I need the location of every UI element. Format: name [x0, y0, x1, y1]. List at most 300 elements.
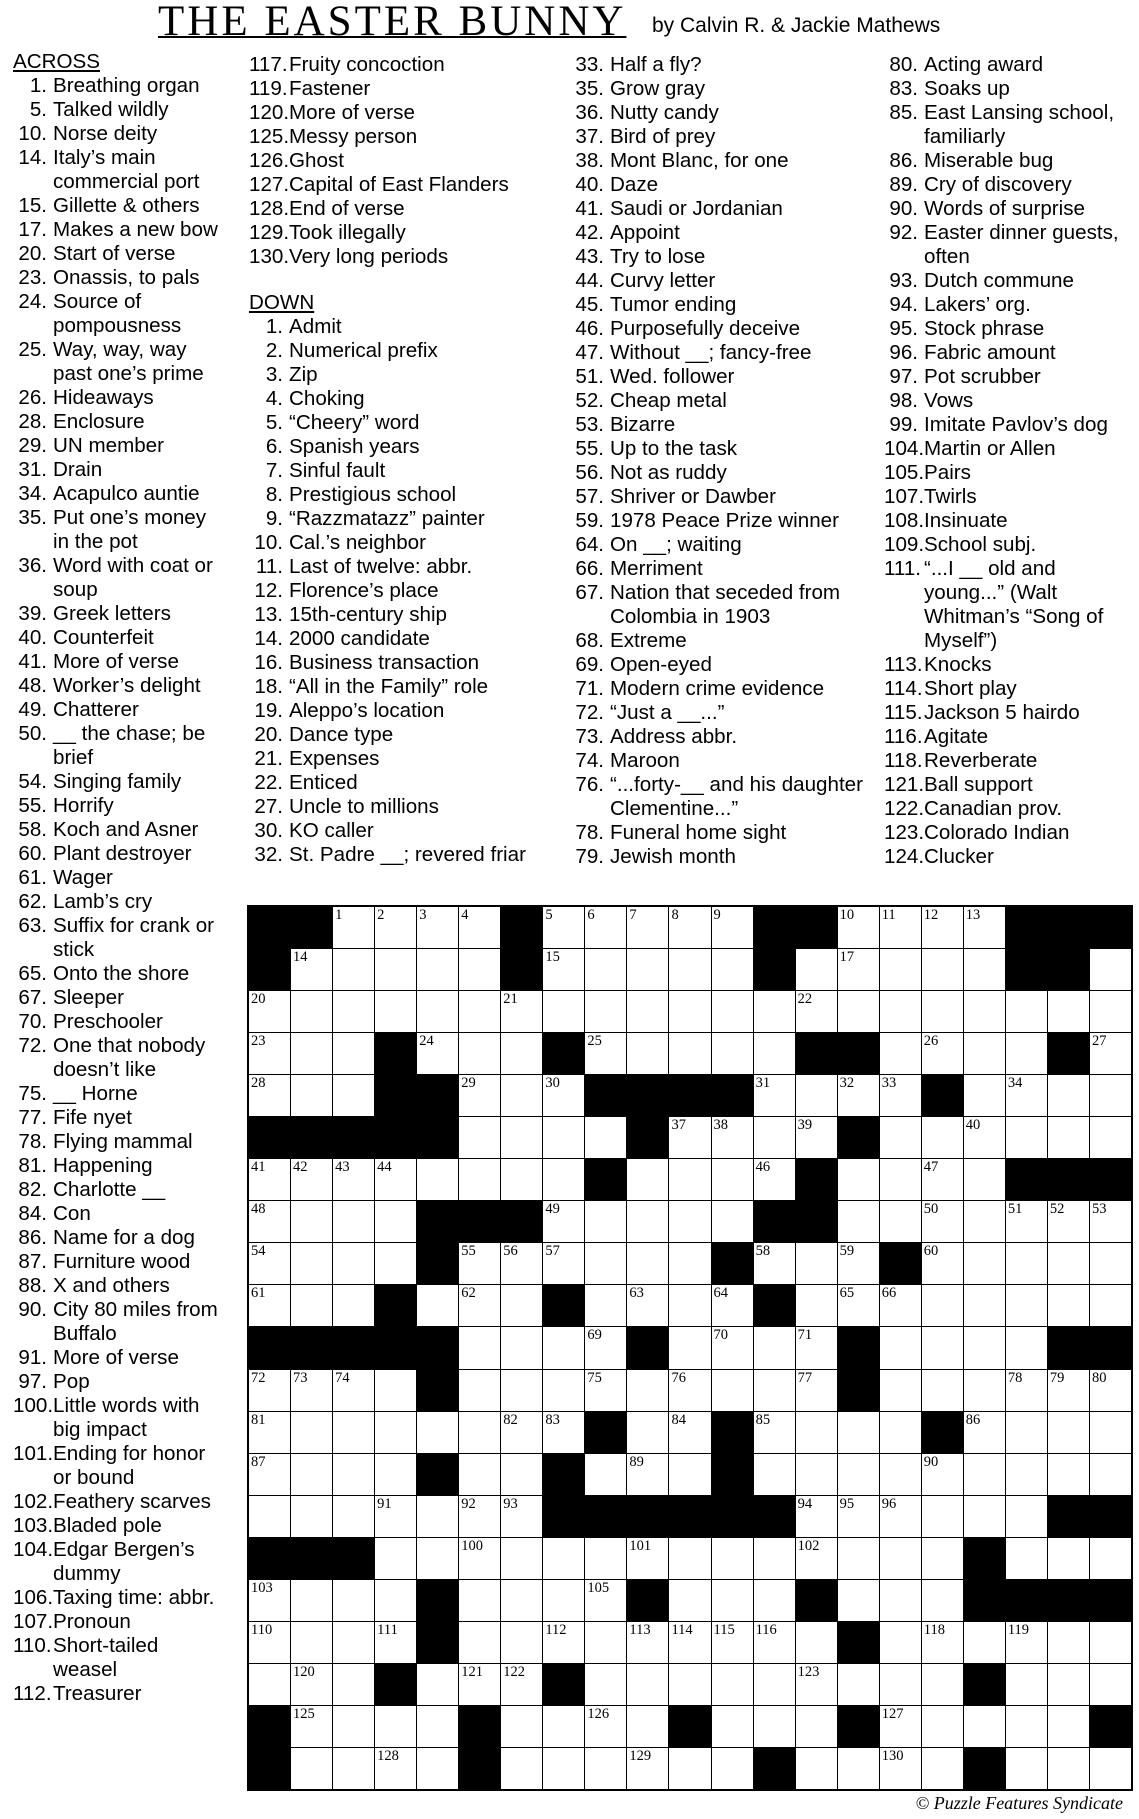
grid-cell[interactable]	[417, 1496, 458, 1537]
grid-cell[interactable]	[627, 991, 668, 1032]
grid-cell[interactable]	[712, 1033, 753, 1074]
grid-cell[interactable]	[417, 1033, 458, 1074]
grid-cell[interactable]	[712, 1664, 753, 1705]
grid-cell[interactable]	[501, 1706, 542, 1747]
grid-cell[interactable]	[880, 1496, 921, 1537]
grid-cell[interactable]	[627, 1748, 668, 1789]
grid-cell[interactable]	[1090, 1664, 1131, 1705]
grid-cell[interactable]	[922, 1664, 963, 1705]
grid-cell[interactable]	[249, 1243, 290, 1284]
grid-cell[interactable]	[1090, 991, 1131, 1032]
grid-cell[interactable]	[543, 1580, 584, 1621]
grid-cell[interactable]	[754, 1075, 795, 1116]
grid-cell[interactable]	[796, 1412, 837, 1453]
grid-cell[interactable]	[333, 1496, 374, 1537]
grid-cell[interactable]	[922, 1327, 963, 1368]
grid-cell[interactable]	[922, 1201, 963, 1242]
grid-cell[interactable]	[249, 1412, 290, 1453]
grid-cell[interactable]	[922, 1748, 963, 1789]
grid-cell[interactable]	[501, 1664, 542, 1705]
grid-cell[interactable]	[543, 1370, 584, 1411]
grid-cell[interactable]	[712, 1370, 753, 1411]
grid-cell[interactable]	[1006, 1370, 1047, 1411]
grid-cell[interactable]	[1006, 1748, 1047, 1789]
grid-cell[interactable]	[922, 1370, 963, 1411]
grid-cell[interactable]	[1090, 1243, 1131, 1284]
grid-cell[interactable]	[333, 1706, 374, 1747]
grid-cell[interactable]	[880, 1580, 921, 1621]
grid-cell[interactable]	[501, 1412, 542, 1453]
grid-cell[interactable]	[543, 991, 584, 1032]
grid-cell[interactable]	[880, 991, 921, 1032]
grid-cell[interactable]	[291, 1664, 332, 1705]
grid-cell[interactable]	[585, 907, 626, 948]
grid-cell[interactable]	[754, 1580, 795, 1621]
grid-cell[interactable]	[964, 907, 1005, 948]
grid-cell[interactable]	[375, 1454, 416, 1495]
grid-cell[interactable]	[964, 1075, 1005, 1116]
grid-cell[interactable]	[501, 1454, 542, 1495]
grid-cell[interactable]	[627, 1538, 668, 1579]
grid-cell[interactable]	[880, 1201, 921, 1242]
grid-cell[interactable]	[754, 1327, 795, 1368]
grid-cell[interactable]	[922, 1285, 963, 1326]
grid-cell[interactable]	[375, 1412, 416, 1453]
grid-cell[interactable]	[796, 949, 837, 990]
grid-cell[interactable]	[585, 1243, 626, 1284]
grid-cell[interactable]	[1048, 1370, 1089, 1411]
grid-cell[interactable]	[838, 1075, 879, 1116]
grid-cell[interactable]	[796, 1748, 837, 1789]
grid-cell[interactable]	[459, 1033, 500, 1074]
grid-cell[interactable]	[669, 1412, 710, 1453]
grid-cell[interactable]	[1048, 1075, 1089, 1116]
grid-cell[interactable]	[333, 1159, 374, 1200]
grid-cell[interactable]	[417, 1664, 458, 1705]
grid-cell[interactable]	[249, 1664, 290, 1705]
grid-cell[interactable]	[501, 991, 542, 1032]
grid-cell[interactable]	[333, 1243, 374, 1284]
grid-cell[interactable]	[585, 1748, 626, 1789]
grid-cell[interactable]	[333, 1201, 374, 1242]
grid-cell[interactable]	[922, 1580, 963, 1621]
grid-cell[interactable]	[291, 1159, 332, 1200]
grid-cell[interactable]	[1090, 949, 1131, 990]
grid-cell[interactable]	[922, 991, 963, 1032]
grid-cell[interactable]	[333, 1370, 374, 1411]
grid-cell[interactable]	[1048, 1706, 1089, 1747]
grid-cell[interactable]	[375, 1201, 416, 1242]
grid-cell[interactable]	[627, 1201, 668, 1242]
grid-cell[interactable]	[543, 1243, 584, 1284]
grid-cell[interactable]	[459, 1327, 500, 1368]
grid-cell[interactable]	[669, 1243, 710, 1284]
grid-cell[interactable]	[417, 907, 458, 948]
grid-cell[interactable]	[375, 949, 416, 990]
grid-cell[interactable]	[459, 1622, 500, 1663]
grid-cell[interactable]	[501, 1159, 542, 1200]
grid-cell[interactable]	[249, 1159, 290, 1200]
grid-cell[interactable]	[333, 991, 374, 1032]
grid-cell[interactable]	[754, 1622, 795, 1663]
grid-cell[interactable]	[1006, 1454, 1047, 1495]
grid-cell[interactable]	[712, 1201, 753, 1242]
grid-cell[interactable]	[669, 1538, 710, 1579]
grid-cell[interactable]	[754, 1370, 795, 1411]
grid-cell[interactable]	[964, 1706, 1005, 1747]
grid-cell[interactable]	[669, 907, 710, 948]
grid-cell[interactable]	[964, 1454, 1005, 1495]
grid-cell[interactable]	[585, 1706, 626, 1747]
grid-cell[interactable]	[796, 1454, 837, 1495]
grid-cell[interactable]	[964, 1622, 1005, 1663]
grid-cell[interactable]	[459, 1285, 500, 1326]
grid-cell[interactable]	[333, 949, 374, 990]
grid-cell[interactable]	[585, 1327, 626, 1368]
grid-cell[interactable]	[712, 1117, 753, 1158]
grid-cell[interactable]	[796, 1706, 837, 1747]
grid-cell[interactable]	[796, 991, 837, 1032]
grid-cell[interactable]	[585, 1454, 626, 1495]
grid-cell[interactable]	[922, 907, 963, 948]
grid-cell[interactable]	[1048, 1538, 1089, 1579]
grid-cell[interactable]	[417, 1159, 458, 1200]
grid-cell[interactable]	[880, 1706, 921, 1747]
grid-cell[interactable]	[585, 991, 626, 1032]
grid-cell[interactable]	[291, 1454, 332, 1495]
grid-cell[interactable]	[1048, 1664, 1089, 1705]
grid-cell[interactable]	[880, 1622, 921, 1663]
grid-cell[interactable]	[712, 1580, 753, 1621]
grid-cell[interactable]	[333, 1285, 374, 1326]
grid-cell[interactable]	[585, 1201, 626, 1242]
grid-cell[interactable]	[964, 1412, 1005, 1453]
grid-cell[interactable]	[1048, 1622, 1089, 1663]
grid-cell[interactable]	[291, 1412, 332, 1453]
grid-cell[interactable]	[543, 1327, 584, 1368]
grid-cell[interactable]	[459, 991, 500, 1032]
grid-cell[interactable]	[627, 1159, 668, 1200]
grid-cell[interactable]	[291, 1580, 332, 1621]
grid-cell[interactable]	[1048, 1454, 1089, 1495]
grid-cell[interactable]	[501, 1285, 542, 1326]
grid-cell[interactable]	[543, 1159, 584, 1200]
grid-cell[interactable]	[669, 1454, 710, 1495]
grid-cell[interactable]	[459, 1580, 500, 1621]
grid-cell[interactable]	[501, 1580, 542, 1621]
grid-cell[interactable]	[291, 1706, 332, 1747]
grid-cell[interactable]	[459, 907, 500, 948]
grid-cell[interactable]	[880, 1159, 921, 1200]
grid-cell[interactable]	[964, 1033, 1005, 1074]
grid-cell[interactable]	[880, 1370, 921, 1411]
grid-cell[interactable]	[796, 1075, 837, 1116]
grid-cell[interactable]	[1006, 1033, 1047, 1074]
grid-cell[interactable]	[796, 1327, 837, 1368]
grid-cell[interactable]	[501, 1075, 542, 1116]
grid-cell[interactable]	[838, 1159, 879, 1200]
grid-cell[interactable]	[375, 1370, 416, 1411]
grid-cell[interactable]	[712, 1285, 753, 1326]
grid-cell[interactable]	[964, 949, 1005, 990]
grid-cell[interactable]	[501, 1033, 542, 1074]
grid-cell[interactable]	[1006, 1117, 1047, 1158]
grid-cell[interactable]	[417, 949, 458, 990]
grid-cell[interactable]	[880, 949, 921, 990]
grid-cell[interactable]	[543, 1412, 584, 1453]
grid-cell[interactable]	[249, 1033, 290, 1074]
grid-cell[interactable]	[796, 1538, 837, 1579]
grid-cell[interactable]	[333, 1664, 374, 1705]
grid-cell[interactable]	[712, 1327, 753, 1368]
grid-cell[interactable]	[922, 1496, 963, 1537]
grid-cell[interactable]	[712, 1159, 753, 1200]
grid-cell[interactable]	[754, 1117, 795, 1158]
grid-cell[interactable]	[249, 1580, 290, 1621]
grid-cell[interactable]	[669, 949, 710, 990]
grid-cell[interactable]	[669, 1159, 710, 1200]
grid-cell[interactable]	[627, 1285, 668, 1326]
grid-cell[interactable]	[838, 1285, 879, 1326]
grid-cell[interactable]	[754, 1243, 795, 1284]
grid-cell[interactable]	[375, 1706, 416, 1747]
grid-cell[interactable]	[417, 991, 458, 1032]
grid-cell[interactable]	[712, 1538, 753, 1579]
grid-cell[interactable]	[1006, 1538, 1047, 1579]
grid-cell[interactable]	[501, 1370, 542, 1411]
grid-cell[interactable]	[669, 1580, 710, 1621]
grid-cell[interactable]	[291, 1370, 332, 1411]
grid-cell[interactable]	[1090, 1075, 1131, 1116]
grid-cell[interactable]	[1006, 1075, 1047, 1116]
grid-cell[interactable]	[838, 991, 879, 1032]
grid-cell[interactable]	[1048, 1117, 1089, 1158]
grid-cell[interactable]	[333, 1622, 374, 1663]
grid-cell[interactable]	[712, 1748, 753, 1789]
grid-cell[interactable]	[249, 1496, 290, 1537]
grid-cell[interactable]	[291, 1033, 332, 1074]
grid-cell[interactable]	[249, 1370, 290, 1411]
grid-cell[interactable]	[627, 1412, 668, 1453]
grid-cell[interactable]	[543, 1622, 584, 1663]
grid-cell[interactable]	[796, 1285, 837, 1326]
grid-cell[interactable]	[796, 1622, 837, 1663]
grid-cell[interactable]	[627, 949, 668, 990]
grid-cell[interactable]	[1090, 1033, 1131, 1074]
grid-cell[interactable]	[880, 907, 921, 948]
grid-cell[interactable]	[669, 1201, 710, 1242]
grid-cell[interactable]	[459, 1159, 500, 1200]
grid-cell[interactable]	[375, 1159, 416, 1200]
grid-cell[interactable]	[754, 991, 795, 1032]
grid-cell[interactable]	[880, 1664, 921, 1705]
grid-cell[interactable]	[333, 1748, 374, 1789]
grid-cell[interactable]	[459, 1075, 500, 1116]
grid-cell[interactable]	[669, 1748, 710, 1789]
grid-cell[interactable]	[333, 1033, 374, 1074]
grid-cell[interactable]	[585, 949, 626, 990]
grid-cell[interactable]	[501, 1496, 542, 1537]
grid-cell[interactable]	[375, 1622, 416, 1663]
grid-cell[interactable]	[417, 1538, 458, 1579]
grid-cell[interactable]	[501, 1243, 542, 1284]
grid-cell[interactable]	[291, 1243, 332, 1284]
grid-cell[interactable]	[754, 1412, 795, 1453]
grid-cell[interactable]	[669, 991, 710, 1032]
grid-cell[interactable]	[712, 949, 753, 990]
grid-cell[interactable]	[543, 1706, 584, 1747]
grid-cell[interactable]	[459, 1538, 500, 1579]
grid-cell[interactable]	[669, 1285, 710, 1326]
grid-cell[interactable]	[543, 1075, 584, 1116]
grid-cell[interactable]	[1006, 1496, 1047, 1537]
grid-cell[interactable]	[1048, 1412, 1089, 1453]
grid-cell[interactable]	[712, 1706, 753, 1747]
grid-cell[interactable]	[838, 1201, 879, 1242]
grid-cell[interactable]	[501, 1622, 542, 1663]
grid-cell[interactable]	[1090, 1285, 1131, 1326]
grid-cell[interactable]	[585, 1370, 626, 1411]
grid-cell[interactable]	[501, 1327, 542, 1368]
grid-cell[interactable]	[1048, 1243, 1089, 1284]
grid-cell[interactable]	[922, 1538, 963, 1579]
grid-cell[interactable]	[838, 949, 879, 990]
grid-cell[interactable]	[964, 1201, 1005, 1242]
grid-cell[interactable]	[1048, 1201, 1089, 1242]
grid-cell[interactable]	[1006, 1327, 1047, 1368]
grid-cell[interactable]	[375, 1748, 416, 1789]
grid-cell[interactable]	[1090, 1622, 1131, 1663]
grid-cell[interactable]	[543, 1748, 584, 1789]
grid-cell[interactable]	[922, 1159, 963, 1200]
grid-cell[interactable]	[1090, 1412, 1131, 1453]
grid-cell[interactable]	[1006, 1622, 1047, 1663]
grid-cell[interactable]	[1048, 1748, 1089, 1789]
grid-cell[interactable]	[459, 1370, 500, 1411]
grid-cell[interactable]	[964, 991, 1005, 1032]
grid-cell[interactable]	[291, 991, 332, 1032]
grid-cell[interactable]	[501, 1538, 542, 1579]
grid-cell[interactable]	[291, 949, 332, 990]
grid-cell[interactable]	[838, 1412, 879, 1453]
grid-cell[interactable]	[922, 949, 963, 990]
grid-cell[interactable]	[838, 1748, 879, 1789]
grid-cell[interactable]	[291, 1285, 332, 1326]
grid-cell[interactable]	[880, 1285, 921, 1326]
grid-cell[interactable]	[1048, 1285, 1089, 1326]
grid-cell[interactable]	[375, 1243, 416, 1284]
grid-cell[interactable]	[880, 1117, 921, 1158]
grid-cell[interactable]	[1090, 1454, 1131, 1495]
grid-cell[interactable]	[712, 907, 753, 948]
grid-cell[interactable]	[543, 1201, 584, 1242]
grid-cell[interactable]	[754, 1454, 795, 1495]
grid-cell[interactable]	[964, 1327, 1005, 1368]
grid-cell[interactable]	[1006, 991, 1047, 1032]
grid-cell[interactable]	[669, 1033, 710, 1074]
grid-cell[interactable]	[880, 1075, 921, 1116]
grid-cell[interactable]	[459, 1117, 500, 1158]
grid-cell[interactable]	[501, 1117, 542, 1158]
grid-cell[interactable]	[838, 1580, 879, 1621]
grid-cell[interactable]	[880, 1748, 921, 1789]
grid-cell[interactable]	[964, 1243, 1005, 1284]
grid-cell[interactable]	[838, 1538, 879, 1579]
grid-cell[interactable]	[1006, 1285, 1047, 1326]
grid-cell[interactable]	[1006, 1664, 1047, 1705]
grid-cell[interactable]	[754, 1664, 795, 1705]
grid-cell[interactable]	[585, 1033, 626, 1074]
grid-cell[interactable]	[459, 1243, 500, 1284]
grid-cell[interactable]	[375, 1538, 416, 1579]
grid-cell[interactable]	[585, 1622, 626, 1663]
grid-cell[interactable]	[922, 1622, 963, 1663]
grid-cell[interactable]	[249, 991, 290, 1032]
grid-cell[interactable]	[543, 1117, 584, 1158]
grid-cell[interactable]	[1006, 1201, 1047, 1242]
grid-cell[interactable]	[712, 991, 753, 1032]
grid-cell[interactable]	[669, 1117, 710, 1158]
grid-cell[interactable]	[291, 1748, 332, 1789]
grid-cell[interactable]	[627, 1033, 668, 1074]
grid-cell[interactable]	[838, 1454, 879, 1495]
grid-cell[interactable]	[291, 1496, 332, 1537]
grid-cell[interactable]	[375, 1580, 416, 1621]
grid-cell[interactable]	[964, 1117, 1005, 1158]
grid-cell[interactable]	[1006, 1243, 1047, 1284]
grid-cell[interactable]	[796, 1117, 837, 1158]
grid-cell[interactable]	[669, 1622, 710, 1663]
grid-cell[interactable]	[501, 1748, 542, 1789]
grid-cell[interactable]	[249, 1201, 290, 1242]
grid-cell[interactable]	[838, 1664, 879, 1705]
grid-cell[interactable]	[1090, 1370, 1131, 1411]
grid-cell[interactable]	[585, 1538, 626, 1579]
grid-cell[interactable]	[333, 907, 374, 948]
grid-cell[interactable]	[669, 1327, 710, 1368]
grid-cell[interactable]	[417, 1285, 458, 1326]
grid-cell[interactable]	[922, 1117, 963, 1158]
grid-cell[interactable]	[838, 1243, 879, 1284]
grid-cell[interactable]	[333, 1580, 374, 1621]
grid-cell[interactable]	[1090, 1538, 1131, 1579]
grid-cell[interactable]	[627, 1622, 668, 1663]
grid-cell[interactable]	[754, 1706, 795, 1747]
grid-cell[interactable]	[880, 1327, 921, 1368]
grid-cell[interactable]	[375, 907, 416, 948]
grid-cell[interactable]	[964, 1370, 1005, 1411]
grid-cell[interactable]	[754, 1159, 795, 1200]
grid-cell[interactable]	[291, 1622, 332, 1663]
grid-cell[interactable]	[922, 1706, 963, 1747]
grid-cell[interactable]	[627, 1706, 668, 1747]
grid-cell[interactable]	[417, 1412, 458, 1453]
grid-cell[interactable]	[1006, 1412, 1047, 1453]
grid-cell[interactable]	[754, 1033, 795, 1074]
grid-cell[interactable]	[796, 1664, 837, 1705]
grid-cell[interactable]	[291, 1201, 332, 1242]
grid-cell[interactable]	[880, 1454, 921, 1495]
grid-cell[interactable]	[333, 1412, 374, 1453]
grid-cell[interactable]	[417, 1748, 458, 1789]
grid-cell[interactable]	[459, 1454, 500, 1495]
grid-cell[interactable]	[375, 991, 416, 1032]
grid-cell[interactable]	[249, 1075, 290, 1116]
grid-cell[interactable]	[543, 907, 584, 948]
grid-cell[interactable]	[964, 1159, 1005, 1200]
grid-cell[interactable]	[585, 1285, 626, 1326]
grid-cell[interactable]	[964, 1285, 1005, 1326]
